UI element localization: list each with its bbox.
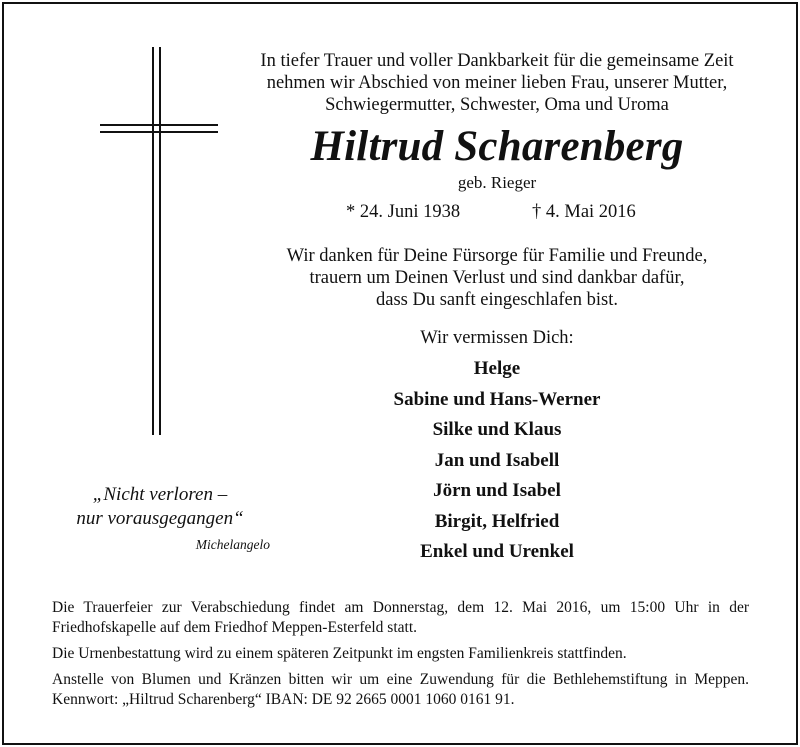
family-member: Helge	[473, 358, 521, 379]
intro-text	[200, 50, 794, 116]
intro-line: In tiefer Trauer und voller Dankbarkeit für die gemeinsame Zeit	[260, 51, 734, 71]
thanks-line: trauern um Deinen Verlust und sind dankbar dafür,	[309, 268, 685, 288]
family-member: Jan und Isabell	[434, 449, 560, 471]
family-list	[200, 354, 794, 568]
funeral-notes	[52, 598, 749, 716]
family-member: Sabine und Hans-Werner	[393, 388, 601, 410]
thanks-text	[200, 245, 794, 311]
quote-line: „Nicht verloren –	[92, 484, 228, 505]
birth-name: geb. Rieger	[457, 173, 537, 192]
family-member: Enkel und Urenkel	[420, 541, 574, 562]
note-paragraph: Die Trauerfeier zur Verabschiedung findet am Donnerstag, dem 12. Mai 2016, um 15:00 Uhr in der Friedhofskapelle auf dem Friedhof Meppen-Esterfeld statt.	[52, 599, 749, 636]
miss-heading: Wir vermissen Dich:	[420, 328, 574, 348]
family-member: Silke und Klaus	[432, 419, 562, 440]
thanks-line: dass Du sanft eingeschlafen bist.	[376, 290, 618, 310]
quote-line: nur vorausgegangen“	[76, 508, 244, 529]
family-member: Birgit, Helfried	[434, 510, 560, 532]
intro-line: Schwiegermutter, Schwester, Oma und Uroma	[325, 95, 669, 115]
quote-author: Michelangelo	[195, 537, 270, 552]
deceased-name: Hiltrud Scharenberg	[310, 123, 684, 170]
thanks-line: Wir danken für Deine Fürsorge für Familie und Freunde,	[286, 246, 708, 266]
birth-date: * 24. Juni 1938	[346, 202, 461, 222]
note-paragraph: Anstelle von Blumen und Kränzen bitten wir um eine Zuwendung für die Bethlehemstiftung in Meppen. Kennwort: „Hiltrud Scharenberg“ IBAN: DE 92 2665 0001 1060 0161 91.	[52, 671, 749, 708]
quote	[40, 483, 280, 531]
note-paragraph: Die Urnenbestattung wird zu einem späteren Zeitpunkt im engsten Familienkreis stattfinden.	[52, 645, 627, 662]
intro-line: nehmen wir Abschied von meiner lieben Frau, unserer Mutter,	[266, 73, 728, 93]
death-date: † 4. Mai 2016	[532, 202, 636, 222]
family-member: Jörn und Isabel	[433, 480, 561, 501]
